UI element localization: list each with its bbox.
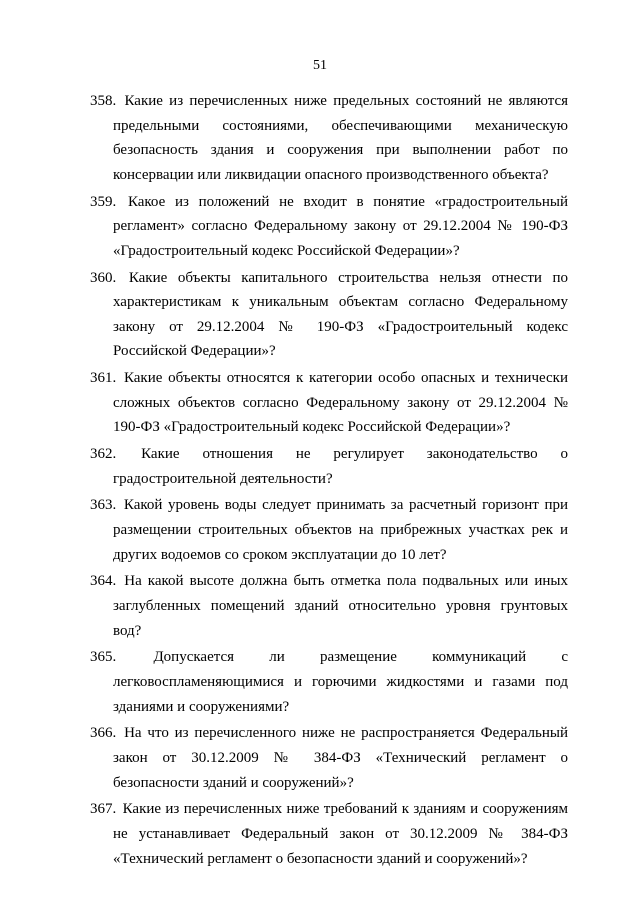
question-number: 359. (90, 193, 117, 210)
question-item (90, 366, 568, 440)
question-item (90, 569, 568, 643)
question-text: Какие из перечисленных ниже предельных состояний не являются предельными состояниями, обеспечивающими механическую безопасность здания и сооружения при выполнении работ по консервации или ликвидации опасного производственного объекта? (113, 93, 569, 183)
question-number: 363. (90, 497, 117, 514)
question-item (90, 190, 568, 264)
question-text: Какой уровень воды следует принимать за расчетный горизонт при размещении строительных объектов на прибрежных участках рек и других водоемов со сроком эксплуатации до 10 лет? (113, 497, 568, 563)
question-number: 367. (90, 801, 117, 818)
question-number: 364. (90, 573, 117, 590)
question-text: Какие из перечисленных ниже требований к зданиям и сооружениям не устанавливает Федеральный закон от 30.12.2009 № 384-ФЗ «Технический регламент о безопасности зданий и сооружений»? (113, 801, 569, 867)
question-number: 362. (90, 446, 117, 463)
question-list (90, 89, 568, 873)
question-number: 358. (90, 93, 117, 109)
question-item (90, 89, 568, 187)
question-item (90, 493, 568, 567)
question-text: Какие объекты капитального строительства нельзя отнести по характеристикам к уникальным объектам согласно Федеральному закону от 29.12.2004 № 190-ФЗ «Градостроительный кодекс Российской Федерации»? (113, 269, 568, 360)
question-item (90, 645, 568, 719)
question-number: 360. (90, 269, 117, 286)
question-item (90, 797, 568, 871)
question-number: 361. (90, 370, 117, 387)
question-item (90, 266, 568, 364)
question-text: Какие объекты относятся к категории особо опасных и технически сложных объектов согласно Федеральному закону от 29.12.2004 № 190-ФЗ «Градостроительный кодекс Российской Федерации»? (113, 370, 568, 436)
question-item (90, 721, 568, 795)
question-text: Какое из положений не входит в понятие «градостроительный регламент» согласно Федеральному закону от 29.12.2004 № 190-ФЗ «Градостроительный кодекс Российской Федерации»? (113, 193, 568, 259)
question-text: Какие отношения не регулирует законодательство о градостроительной деятельности? (113, 446, 568, 487)
question-number: 366. (90, 725, 117, 742)
question-number: 365. (90, 649, 117, 666)
question-text: Допускается ли размещение коммуникаций с легковоспламеняющимися и горючими жидкостями и газами под зданиями и сооружениями? (113, 649, 569, 715)
question-text: На что из перечисленного ниже не распространяется Федеральный закон от 30.12.2009 № 384-ФЗ «Технический регламент о безопасности зданий и сооружений»? (113, 725, 568, 791)
question-text: На какой высоте должна быть отметка пола подвальных или иных заглубленных помещений зданий относительно уровня грунтовых вод? (113, 573, 568, 639)
page-number: 51 (313, 58, 327, 73)
question-item (90, 442, 568, 491)
